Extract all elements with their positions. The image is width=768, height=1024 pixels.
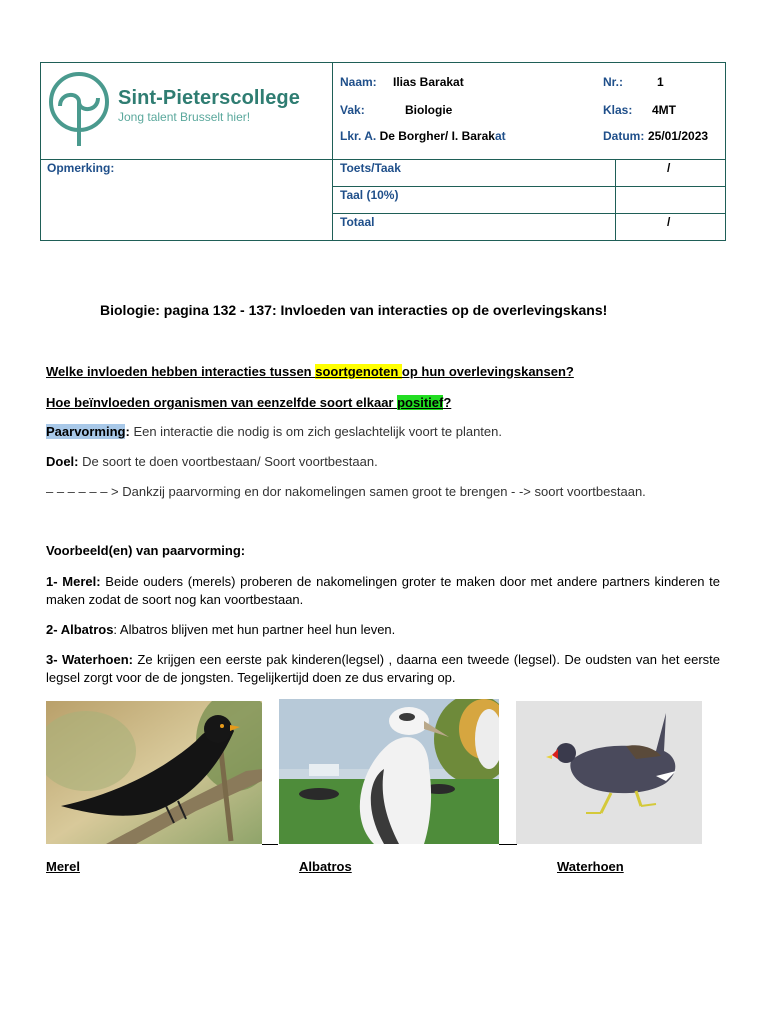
school-name: Sint-Pieterscollege (118, 87, 300, 109)
header-divider (40, 159, 726, 160)
example-albatros (46, 621, 720, 639)
nr-label: Nr.: (603, 75, 624, 89)
merel-image (46, 701, 262, 844)
naam-value: Ilias Barakat (393, 75, 464, 89)
lkr-value-tail: at (494, 129, 506, 143)
caption-waterhoen: Waterhoen (557, 859, 624, 874)
toets-value: / (667, 161, 671, 175)
question-1-text-end: op hun overlevingskansen? (401, 364, 574, 379)
example-text: Ze krijgen een eerste pak kinderen(legsel) , daarna een tweede (legsel). De oudsten van het eerste legsel zorgt voor de de jongsten. Tegelijkertijd doen ze dus ervaring op. (46, 652, 720, 685)
question-2-highlight: positief (397, 395, 444, 410)
voorbeelden-title: Voorbeeld(en) van paarvorming: (46, 543, 246, 558)
page-title: Biologie: pagina 132 - 137: Invloeden van interacties op de overlevingskans! (100, 302, 608, 318)
totaal-value: / (667, 215, 671, 229)
example-term: 3- Waterhoen: (46, 652, 133, 667)
header-divider (332, 62, 333, 241)
datum-label: Datum: (603, 129, 645, 143)
school-logo-icon (46, 72, 112, 148)
caption-merel: Merel (46, 859, 80, 874)
caption-albatros: Albatros (299, 859, 352, 874)
lkr-row (340, 129, 506, 143)
naam-label: Naam: (340, 75, 377, 89)
doel-text: De soort te doen voortbestaan/ Soort voortbestaan. (78, 454, 378, 469)
header-divider (615, 159, 616, 241)
header-divider (332, 213, 726, 214)
example-term: 2- Albatros (46, 622, 114, 637)
caption-rule (262, 844, 278, 845)
example-term: 1- Merel: (46, 574, 101, 589)
taal-label: Taal (10%) (340, 188, 399, 202)
paarvorming-term: Paarvorming (46, 424, 126, 439)
klas-value: 4MT (652, 103, 676, 117)
lkr-value: De Borgher/ I. Barak (379, 129, 495, 143)
header-divider (332, 186, 726, 187)
caption-rule (499, 844, 517, 845)
doel-term: Doel: (46, 454, 79, 469)
arrow-line: – – – – – – > Dankzij paarvorming en dor nakomelingen samen groot te brengen - -> soort voortbestaan. (46, 484, 646, 499)
paarvorming-text: Een interactie die nodig is om zich geslachtelijk voort te planten. (129, 424, 502, 439)
vak-value: Biologie (405, 103, 453, 117)
question-1-highlight: soortgenoten (315, 364, 402, 379)
question-1 (46, 364, 574, 379)
school-slogan: Jong talent Brusselt hier! (118, 110, 251, 124)
nr-value: 1 (657, 75, 664, 89)
example-text: : Albatros blijven met hun partner heel hun leven. (113, 622, 396, 637)
question-1-text: Welke invloeden hebben interacties tussen (46, 364, 316, 379)
vak-label: Vak: (340, 103, 365, 117)
question-2-text-end: ? (443, 395, 452, 410)
toets-label: Toets/Taak (340, 161, 401, 175)
example-merel (46, 573, 720, 609)
totaal-label: Totaal (340, 215, 375, 229)
paarvorming-line (46, 424, 502, 439)
example-text: Beide ouders (merels) proberen de nakomelingen groter te maken door met andere partners kinderen te maken zodat de soort nog kan voortbestaan. (46, 574, 720, 607)
example-waterhoen (46, 651, 720, 687)
lkr-label: Lkr. A. (340, 129, 377, 143)
paarvorming-colon: : (125, 424, 130, 439)
question-2-text: Hoe beïnvloeden organismen van eenzelfde soort elkaar (46, 395, 398, 410)
doel-line (46, 454, 378, 469)
datum-value: 25/01/2023 (648, 129, 709, 143)
question-2 (46, 395, 451, 410)
klas-label: Klas: (603, 103, 633, 117)
opmerking-label: Opmerking: (47, 161, 115, 175)
waterhoen-image (516, 701, 702, 844)
albatros-image (279, 699, 499, 844)
